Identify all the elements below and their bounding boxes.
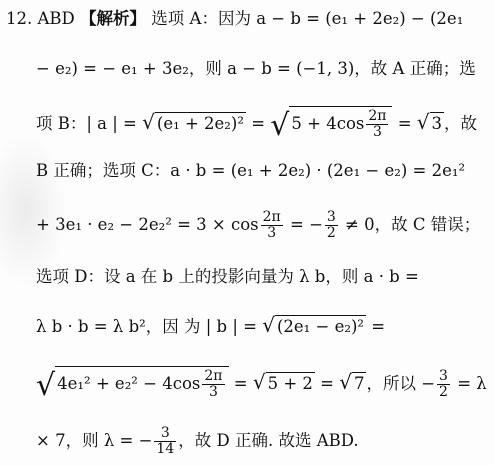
line-8-fraction-1-den: 3 <box>208 384 218 400</box>
line-3-radicand-1: (e₁ + 2e₂)² <box>156 114 244 133</box>
line-5-fraction-2 <box>325 210 338 241</box>
line-5-text-c: ≠ 0，故 C 错误； <box>339 215 481 234</box>
line-3: 项 B：| a | = √ (e₁ + 2e₂)² = √ 5 + 4cos $\frac{2\pi}{3}$ = √ 3 ，故 <box>36 108 478 143</box>
line-3-fraction-num: 2π <box>368 108 387 124</box>
line-7-text-b: = <box>366 317 386 336</box>
line-9-fraction <box>154 426 176 457</box>
line-8-eq-2: = <box>314 374 340 393</box>
analysis-tag: 【解析】 <box>80 9 147 28</box>
line-3-fraction-den: 3 <box>372 124 382 140</box>
line-7-radicand: (2e₁ − e₂)² <box>276 317 365 336</box>
line-5-fraction-2-num: 3 <box>326 209 336 225</box>
line-9-fraction-den: 14 <box>156 441 175 457</box>
line-6 <box>36 266 419 288</box>
question-number: 12. <box>6 9 33 28</box>
line-9-fraction-num: 3 <box>154 426 176 442</box>
line-8-fraction-2-den: 2 <box>439 384 448 400</box>
line-8-text-c: ，所以 − <box>366 374 436 393</box>
line-1-text: 选项 A：因为 <box>151 9 251 28</box>
line-4-text: B 正确；选项 C：a · b = (e₁ + 2e₂) · (2e₁ − e₂) = 2e₁² <box>36 161 466 180</box>
line-9-text-a: × 7，则 λ = − <box>36 431 153 450</box>
line-3-radicand-3: 3 <box>431 114 443 133</box>
line-8-eq-1: = <box>228 374 253 393</box>
line-2 <box>36 58 476 80</box>
line-3-radicand-2 <box>289 106 392 140</box>
line-8-fraction-1-num: 2π <box>204 368 223 384</box>
line-8-fraction-2 <box>437 369 450 400</box>
line-1 <box>6 8 463 30</box>
line-8-radicand-1-text: 4e₁² + e₂² − 4cos <box>57 374 201 393</box>
line-8-radicand-1 <box>55 366 228 400</box>
line-2-text: − e₂) = − e₁ + 3e₂，则 a − b = (−1, 3)，故 A 正确；选 <box>36 59 476 78</box>
line-1-math: a − b = (e₁ + 2e₂) − (2e₁ <box>256 9 464 28</box>
line-8-fraction-1 <box>202 369 224 400</box>
line-7-text-a: λ b · b = λ b²，因 为 | b | = <box>36 317 263 336</box>
line-5-fraction-1-num: 2π <box>262 209 281 225</box>
line-3-prefix: 项 B：| a | = <box>36 114 143 133</box>
line-8-radicand-2: 5 + 2 <box>267 374 313 393</box>
line-6-text: 选项 D：设 a 在 b 上的投影向量为 λ b，则 a · b = <box>36 267 419 286</box>
line-8-fraction-2-num: 3 <box>439 368 448 384</box>
line-9-text-b: ，故 D 正确. 故选 ABD. <box>178 431 359 450</box>
line-4 <box>36 160 465 182</box>
line-8-radicand-3: 7 <box>353 374 365 393</box>
line-5-fraction-1 <box>261 210 283 241</box>
line-5 <box>36 210 480 241</box>
answer-key: ABD <box>37 9 75 28</box>
line-3-equals: = <box>245 114 271 133</box>
line-5-fraction-2-den: 2 <box>326 225 336 241</box>
line-8: √ 4e₁² + e₂² − 4cos $\frac{2\pi}{3}$ = √ 5 + 2 = √ 7 ，所以 − $\frac{3}{2}$ = λ <box>36 368 487 403</box>
line-3-fraction <box>366 109 388 140</box>
line-5-text-b: = − <box>284 215 323 234</box>
line-5-fraction-1-den: 3 <box>267 225 277 241</box>
line-3-radicand-2-text: 5 + 4cos <box>291 114 365 133</box>
line-5-text-a: + 3e₁ · e₂ − 2e₂² = 3 × cos <box>36 215 259 234</box>
line-3-suffix: ，故 <box>444 114 478 133</box>
line-8-text-d: = λ <box>451 374 487 393</box>
line-9 <box>36 426 359 457</box>
line-7: λ b · b = λ b²，因 为 | b | = √ (2e₁ − e₂)² = <box>36 313 386 337</box>
